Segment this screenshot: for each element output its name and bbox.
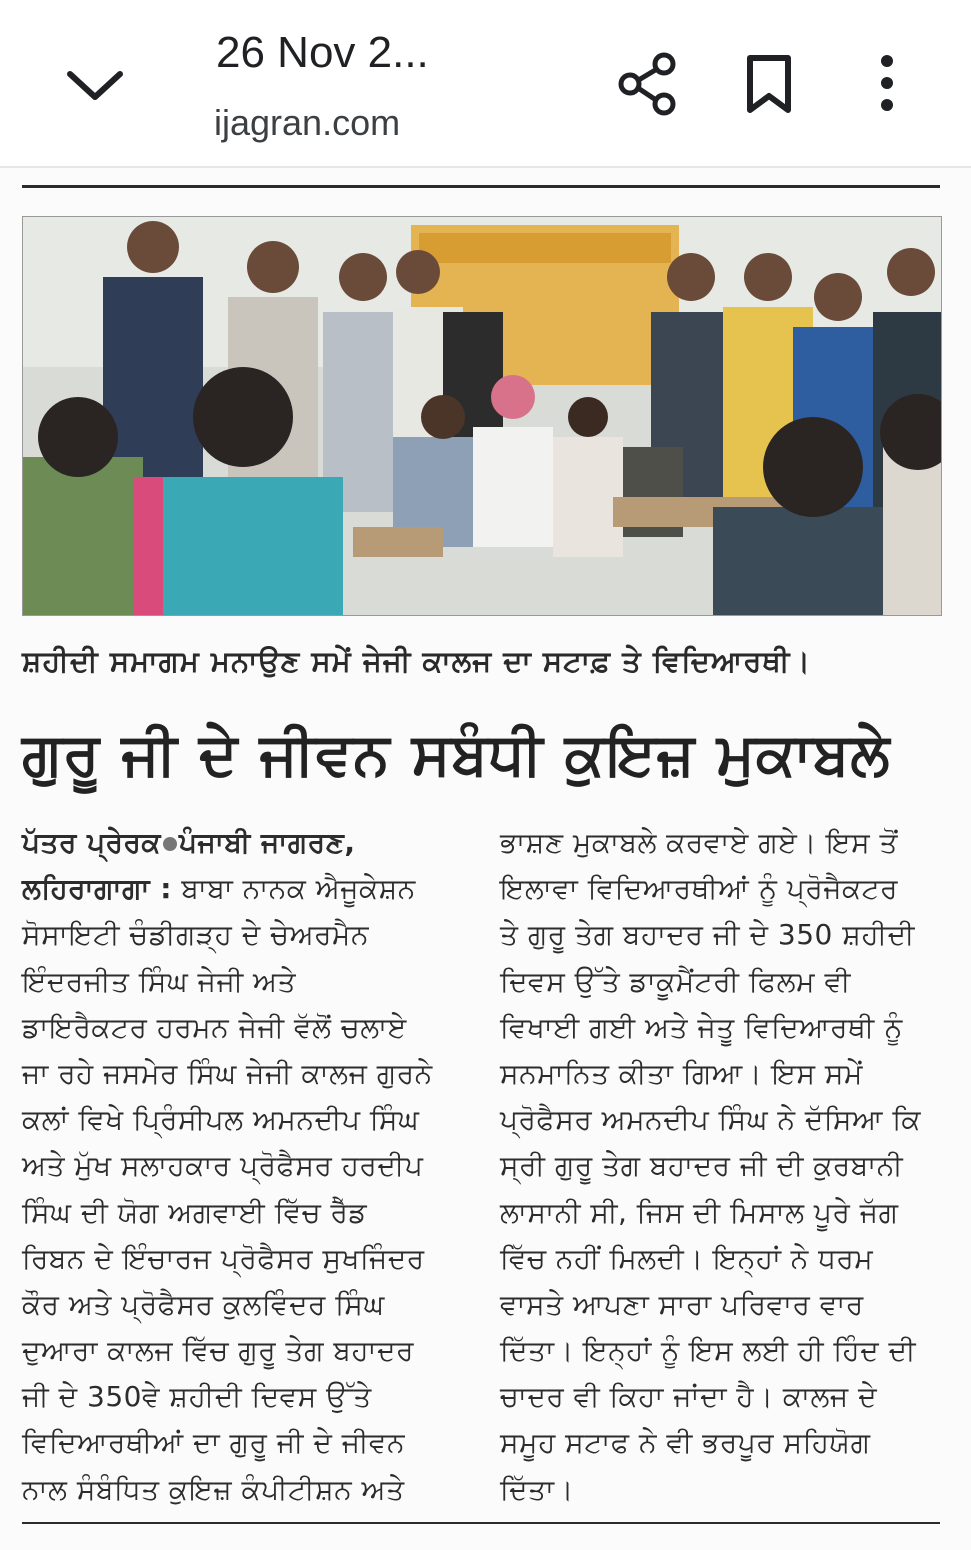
dateline: ਲਹਿਰਾਗਾਗਾ : bbox=[22, 872, 172, 906]
page-title: 26 Nov 2... bbox=[216, 28, 429, 77]
share-icon[interactable] bbox=[612, 48, 682, 118]
byline-reporter: ਪੱਤਰ ਪ੍ਰੇਰਕ bbox=[22, 826, 161, 859]
body-line: ਡਾਇਰੈਕਟਰ ਹਰਮਨ ਜੇਜੀ ਵੱਲੋਂ ਚਲਾਏ bbox=[22, 1010, 407, 1044]
body-line: ਵਿੱਚ ਨਹੀਂ ਮਿਲਦੀ। ਇਨ੍ਹਾਂ ਨੇ ਧਰਮ bbox=[500, 1241, 874, 1275]
browser-top-bar bbox=[0, 0, 971, 168]
body-line: ਇਲਾਵਾ ਵਿਦਿਆਰਥੀਆਂ ਨੂੰ ਪ੍ਰੋਜੈਕਟਰ bbox=[500, 872, 898, 906]
body-line: ਵਿਦਿਆਰਥੀਆਂ ਦਾ ਗੁਰੂ ਜੀ ਦੇ ਜੀਵਨ bbox=[22, 1426, 406, 1460]
bottom-rule bbox=[22, 1522, 940, 1524]
article-headline: ਗੁਰੂ ਜੀ ਦੇ ਜੀਵਨ ਸਬੰਧੀ ਕੁਇਜ਼ ਮੁਕਾਬਲੇ bbox=[22, 720, 891, 788]
article-column-right bbox=[500, 820, 940, 1513]
body-line: ਵਿਖਾਈ ਗਈ ਅਤੇ ਜੇਤੂ ਵਿਦਿਆਰਥੀ ਨੂੰ bbox=[500, 1010, 903, 1044]
body-line: ਦਿਵਸ ਉੱਤੇ ਡਾਕੂਮੈਂਟਰੀ ਫਿਲਮ ਵੀ bbox=[500, 964, 851, 998]
body-line: ਤੇ ਗੁਰੂ ਤੇਗ ਬਹਾਦਰ ਜੀ ਦੇ 350 ਸ਼ਹੀਦੀ bbox=[500, 918, 915, 952]
bookmark-icon[interactable] bbox=[734, 48, 804, 118]
body-line: ਵਾਸਤੇ ਆਪਣਾ ਸਾਰਾ ਪਰਿਵਾਰ ਵਾਰ bbox=[500, 1287, 864, 1321]
body-line: ਸਨਮਾਨਿਤ ਕੀਤਾ ਗਿਆ। ਇਸ ਸਮੇਂ bbox=[500, 1056, 863, 1090]
body-line: ਕੌਰ ਅਤੇ ਪ੍ਰੋਫੈਸਰ ਕੁਲਵਿੰਦਰ ਸਿੰਘ bbox=[22, 1287, 385, 1321]
body-line: ਚਾਦਰ ਵੀ ਕਿਹਾ ਜਾਂਦਾ ਹੈ। ਕਾਲਜ ਦੇ bbox=[500, 1380, 878, 1414]
body-line: ਪ੍ਰੋਫੈਸਰ ਅਮਨਦੀਪ ਸਿੰਘ ਨੇ ਦੱਸਿਆ ਕਿ bbox=[500, 1103, 922, 1137]
body-line bbox=[22, 866, 462, 912]
newspaper-clipping bbox=[0, 168, 971, 1550]
body-line: ਸੋਸਾਇਟੀ ਚੰਡੀਗੜ੍ਹ ਦੇ ਚੇਅਰਮੈਨ bbox=[22, 918, 369, 952]
body-line: ਜਾ ਰਹੇ ਜਸਮੇਰ ਸਿੰਘ ਜੇਜੀ ਕਾਲਜ ਗੁਰਨੇ bbox=[22, 1056, 433, 1090]
body-line: ਕਲਾਂ ਵਿਖੇ ਪ੍ਰਿੰਸੀਪਲ ਅਮਨਦੀਪ ਸਿੰਘ bbox=[22, 1103, 420, 1137]
article-photo bbox=[22, 216, 942, 616]
body-line: ਸਮੂਹ ਸਟਾਫ ਨੇ ਵੀ ਭਰਪੂਰ ਸਹਿਯੋਗ bbox=[500, 1426, 871, 1460]
top-rule bbox=[22, 185, 940, 188]
byline bbox=[22, 820, 462, 866]
more-vert-icon[interactable] bbox=[852, 48, 922, 118]
article-column-left bbox=[22, 820, 462, 1513]
body-line: ਦੁਆਰਾ ਕਾਲਜ ਵਿੱਚ ਗੁਰੂ ਤੇਗ ਬਹਾਦਰ bbox=[22, 1334, 414, 1368]
body-line: ਦਿੱਤਾ। bbox=[500, 1472, 574, 1506]
body-text: ਬਾਬਾ ਨਾਨਕ ਐਜੂਕੇਸ਼ਨ bbox=[181, 872, 416, 906]
body-line: ਇੰਦਰਜੀਤ ਸਿੰਘ ਜੇਜੀ ਅਤੇ bbox=[22, 964, 297, 998]
body-line: ਸਿੰਘ ਦੀ ਯੋਗ ਅਗਵਾਈ ਵਿੱਚ ਰੈੱਡ bbox=[22, 1195, 368, 1229]
chevron-down-icon[interactable] bbox=[60, 52, 130, 122]
body-line: ਭਾਸ਼ਣ ਮੁਕਾਬਲੇ ਕਰਵਾਏ ਗਏ। ਇਸ ਤੋਂ bbox=[500, 826, 898, 859]
byline-paper: ਪੰਜਾਬੀ ਜਾਗਰਣ, bbox=[178, 826, 356, 859]
body-line: ਸ੍ਰੀ ਗੁਰੂ ਤੇਗ ਬਹਾਦਰ ਜੀ ਦੀ ਕੁਰਬਾਨੀ bbox=[500, 1149, 904, 1183]
body-line: ਦਿੱਤਾ। ਇਨ੍ਹਾਂ ਨੂੰ ਇਸ ਲਈ ਹੀ ਹਿੰਦ ਦੀ bbox=[500, 1334, 917, 1368]
page-url: ijagran.com bbox=[214, 102, 401, 143]
body-line: ਰਿਬਨ ਦੇ ਇੰਚਾਰਜ ਪ੍ਰੋਫੈਸਰ ਸੁਖਜਿੰਦਰ bbox=[22, 1241, 425, 1275]
body-line: ਜੀ ਦੇ 350ਵੇ ਸ਼ਹੀਦੀ ਦਿਵਸ ਉੱਤੇ bbox=[22, 1380, 372, 1414]
photo-caption: ਸ਼ਹੀਦੀ ਸਮਾਗਮ ਮਨਾਉਣ ਸਮੇਂ ਜੇਜੀ ਕਾਲਜ ਦਾ ਸਟਾਫ਼ ਤੇ ਵਿਦਿਆਰਥੀ। bbox=[22, 644, 812, 678]
bullet-dot-icon bbox=[163, 837, 177, 851]
body-line: ਨਾਲ ਸੰਬੰਧਿਤ ਕੁਇਜ਼ ਕੰਪੀਟੀਸ਼ਨ ਅਤੇ bbox=[22, 1472, 405, 1506]
body-line: ਅਤੇ ਮੁੱਖ ਸਲਾਹਕਾਰ ਪ੍ਰੋਫੈਸਰ ਹਰਦੀਪ bbox=[22, 1149, 424, 1183]
body-line: ਲਾਸਾਨੀ ਸੀ, ਜਿਸ ਦੀ ਮਿਸਾਲ ਪੂਰੇ ਜੱਗ bbox=[500, 1195, 899, 1229]
